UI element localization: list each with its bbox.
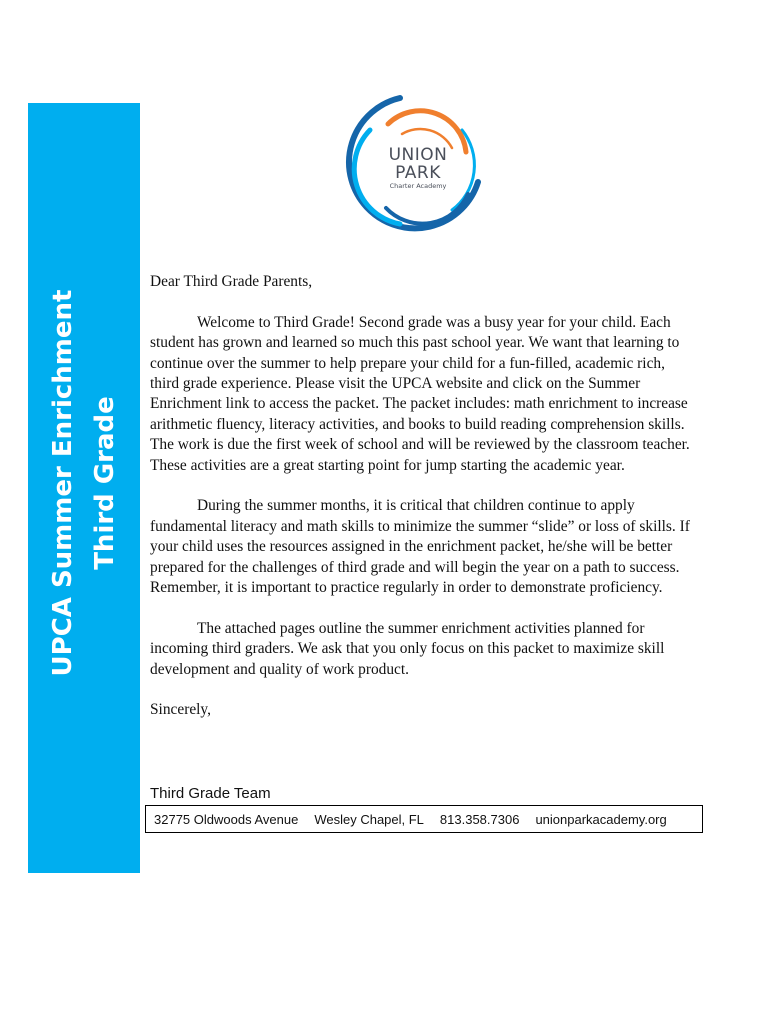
logo-tagline: Charter Academy: [389, 182, 447, 190]
paragraph-attached-pages: The attached pages outline the summer enrichment activities planned for incoming third graders. We ask that you only focus on this packet to maximize skill development and quality of work product.: [150, 619, 665, 678]
letter-body: [150, 272, 690, 721]
logo-name-line1: UNION: [388, 145, 448, 165]
footer-city: Wesley Chapel, FL: [314, 811, 424, 827]
footer-phone: 813.358.7306: [439, 811, 520, 827]
footer-contact-box: [145, 805, 703, 833]
footer-address: 32775 Oldwoods Avenue: [154, 811, 299, 827]
paragraph-welcome: Welcome to Third Grade! Second grade was a busy year for your child. Each student has grown and learned so much this past school year. We want that learning to continue over the summer to help prepare your child for a fun-filled, academic rich, third grade experience. Please visit the UPCA website and click on the Summer Enrichment link to access the packet. The packet includes: math enrichment to increase arithmetic fluency, literacy activities, and books to build reading comprehension skills. The work is due the first week of school and will be reviewed by the classroom teacher. These activities are a great starting point for jump starting the academic year.: [150, 313, 690, 474]
banner-title-line2: Third Grade: [90, 396, 120, 570]
paragraph-summer-slide: During the summer months, it is critical that children continue to apply fundamental literacy and math skills to minimize the summer “slide” or loss of skills. If your child uses the resources assigned in the enrichment packet, he/she will be better prepared for the challenges of third grade and will begin the year on a path to success. Remember, it is important to practice regularly in order to demonstrate proficiency.: [150, 497, 690, 597]
logo-wordmark: [378, 146, 458, 190]
signature: Third Grade Team: [150, 785, 271, 802]
banner-title-line1: UPCA Summer Enrichment: [48, 289, 78, 677]
footer-website[interactable]: unionparkacademy.org: [535, 811, 667, 827]
salutation: Dear Third Grade Parents,: [150, 273, 313, 290]
closing: Sincerely,: [150, 701, 211, 719]
logo-name-line2: PARK: [395, 163, 441, 183]
logo-blue-lower-arc: [386, 194, 468, 224]
